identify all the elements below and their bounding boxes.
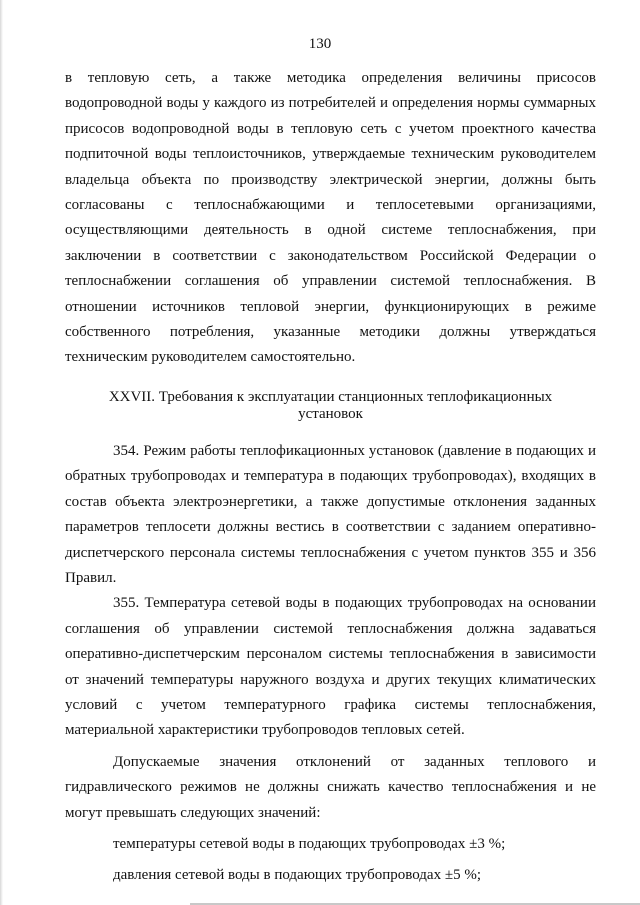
page-number: 130 (308, 36, 332, 52)
paragraph-354: 354. Режим работы теплофикационных установок (давление в подающих и обратных трубопроводах и температура в подающих трубопроводах), входящих в состав объекта электроэнергетики, а также допустимые отклонения заданных параметров теплосети должны вестись в соответствии с заданием оперативно-диспетчерского персонала системы теплоснабжения с учетом пунктов 355 и 356 Правил. (65, 442, 596, 586)
list-item-temperature: температуры сетевой воды в подающих трубопроводах ±3 %; (113, 835, 506, 852)
list-item-pressure: давления сетевой воды в подающих трубопроводах ±5 %; (113, 867, 481, 884)
scan-edge-left (0, 0, 3, 905)
section-heading: XXVII. Требования к эксплуатации станционных теплофикационных установок (108, 388, 553, 422)
page-body (65, 66, 596, 889)
paragraph-deviations: Допускаемые значения отклонений от заданных теплового и гидравлического режимов не должны снижать качество теплоснабжения и не могут превышать следующих значений: (65, 753, 596, 821)
paragraph-continuation: в тепловую сеть, а также методика определения величины присосов водопроводной воды у каждого из потребителей и определения нормы суммарных присосов водопроводной воды в тепловую сеть с учетом проектного качества подпиточной воды теплоисточников, утверждаемые техническим руководителем владельца объекта по производству электрической энергии, должны быть согласованы с теплоснабжающими и теплосетевыми организациями, осуществляющими деятельность в одной системе теплоснабжения, при заключении в соответствии с законодательством Российской Федерации о теплоснабжении соглашения об управлении системой теплоснабжения. В отношении источников тепловой энергии, функционирующих в режиме собственного потребления, указанные методики должны утверждаться техническим руководителем самостоятельно. (65, 70, 596, 366)
paragraph-355: 355. Температура сетевой воды в подающих трубопроводах на основании соглашения об управлении системой теплоснабжения должна задаваться оперативно-диспетчерским персоналом системы теплоснабжения в зависимости от значений температуры наружного воздуха и других текущих климатических условий с учетом температурного графика системы теплоснабжения, материальной характеристики трубопроводов тепловых сетей. (65, 595, 596, 739)
